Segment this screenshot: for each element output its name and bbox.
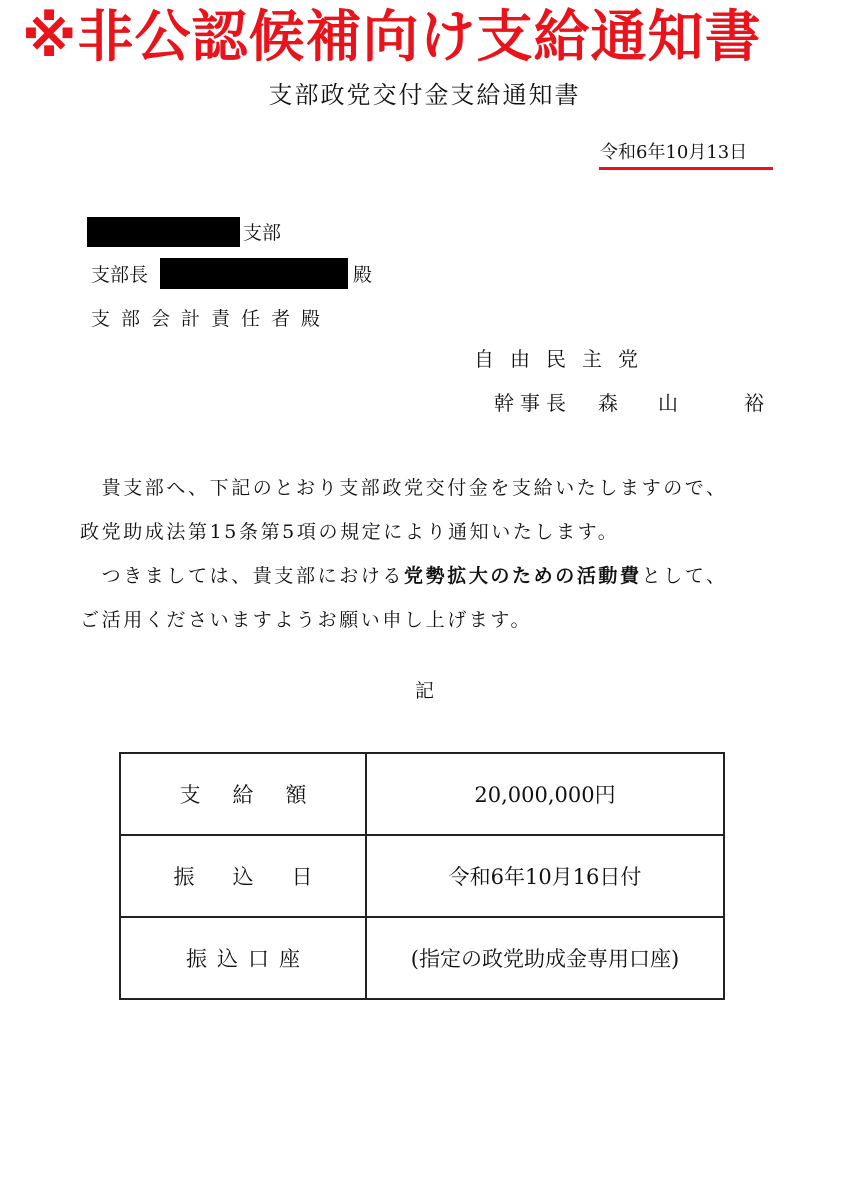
amount-label: 支給額 bbox=[120, 753, 366, 835]
branch-head-suffix: 殿 bbox=[353, 264, 373, 286]
transfer-date-value: 令和6年10月16日付 bbox=[366, 835, 724, 917]
redacted-branch-name bbox=[87, 217, 240, 247]
redacted-branch-head-name bbox=[160, 258, 348, 289]
table-row bbox=[120, 917, 724, 999]
annotation-banner: ※非公認候補向け支給通知書 bbox=[22, 5, 762, 70]
amount-value: 20,000,000円 bbox=[366, 753, 724, 835]
body-line-3: つきましては、貴支部における党勢拡大のための活動費として、 bbox=[101, 565, 728, 587]
notice-body bbox=[80, 466, 780, 642]
branch-suffix: 支部 bbox=[243, 222, 282, 244]
branch-head-prefix: 支部長 bbox=[91, 264, 149, 286]
payment-details-table bbox=[119, 752, 725, 1000]
sender-organization: 自由民主党 bbox=[474, 347, 654, 371]
table-row bbox=[120, 753, 724, 835]
issue-date: 令和6年10月13日 bbox=[600, 142, 748, 163]
table-row bbox=[120, 835, 724, 917]
body-line-2: 政党助成法第15条第5項の規定により通知いたします。 bbox=[80, 521, 620, 543]
sender-given-name: 裕 bbox=[744, 391, 764, 415]
document-title: 支部政党交付金支給通知書 bbox=[268, 81, 581, 109]
body-line-1: 貴支部へ、下記のとおり支部政党交付金を支給いたしますので、 bbox=[101, 477, 728, 499]
body-line-4: ご活用くださいますようお願い申し上げます。 bbox=[80, 609, 533, 631]
treasurer-line: 支部会計責任者殿 bbox=[91, 308, 332, 330]
transfer-account-value: (指定の政党助成金専用口座) bbox=[366, 917, 724, 999]
transfer-account-label: 振込口座 bbox=[120, 917, 366, 999]
sender-title: 幹事長 bbox=[494, 391, 572, 415]
highlighted-purpose: 党勢拡大のための活動費 bbox=[404, 565, 642, 587]
ki-heading: 記 bbox=[414, 680, 434, 702]
sender-surname: 森山 bbox=[598, 391, 718, 415]
date-underline bbox=[599, 167, 773, 170]
transfer-date-label: 振込日 bbox=[120, 835, 366, 917]
